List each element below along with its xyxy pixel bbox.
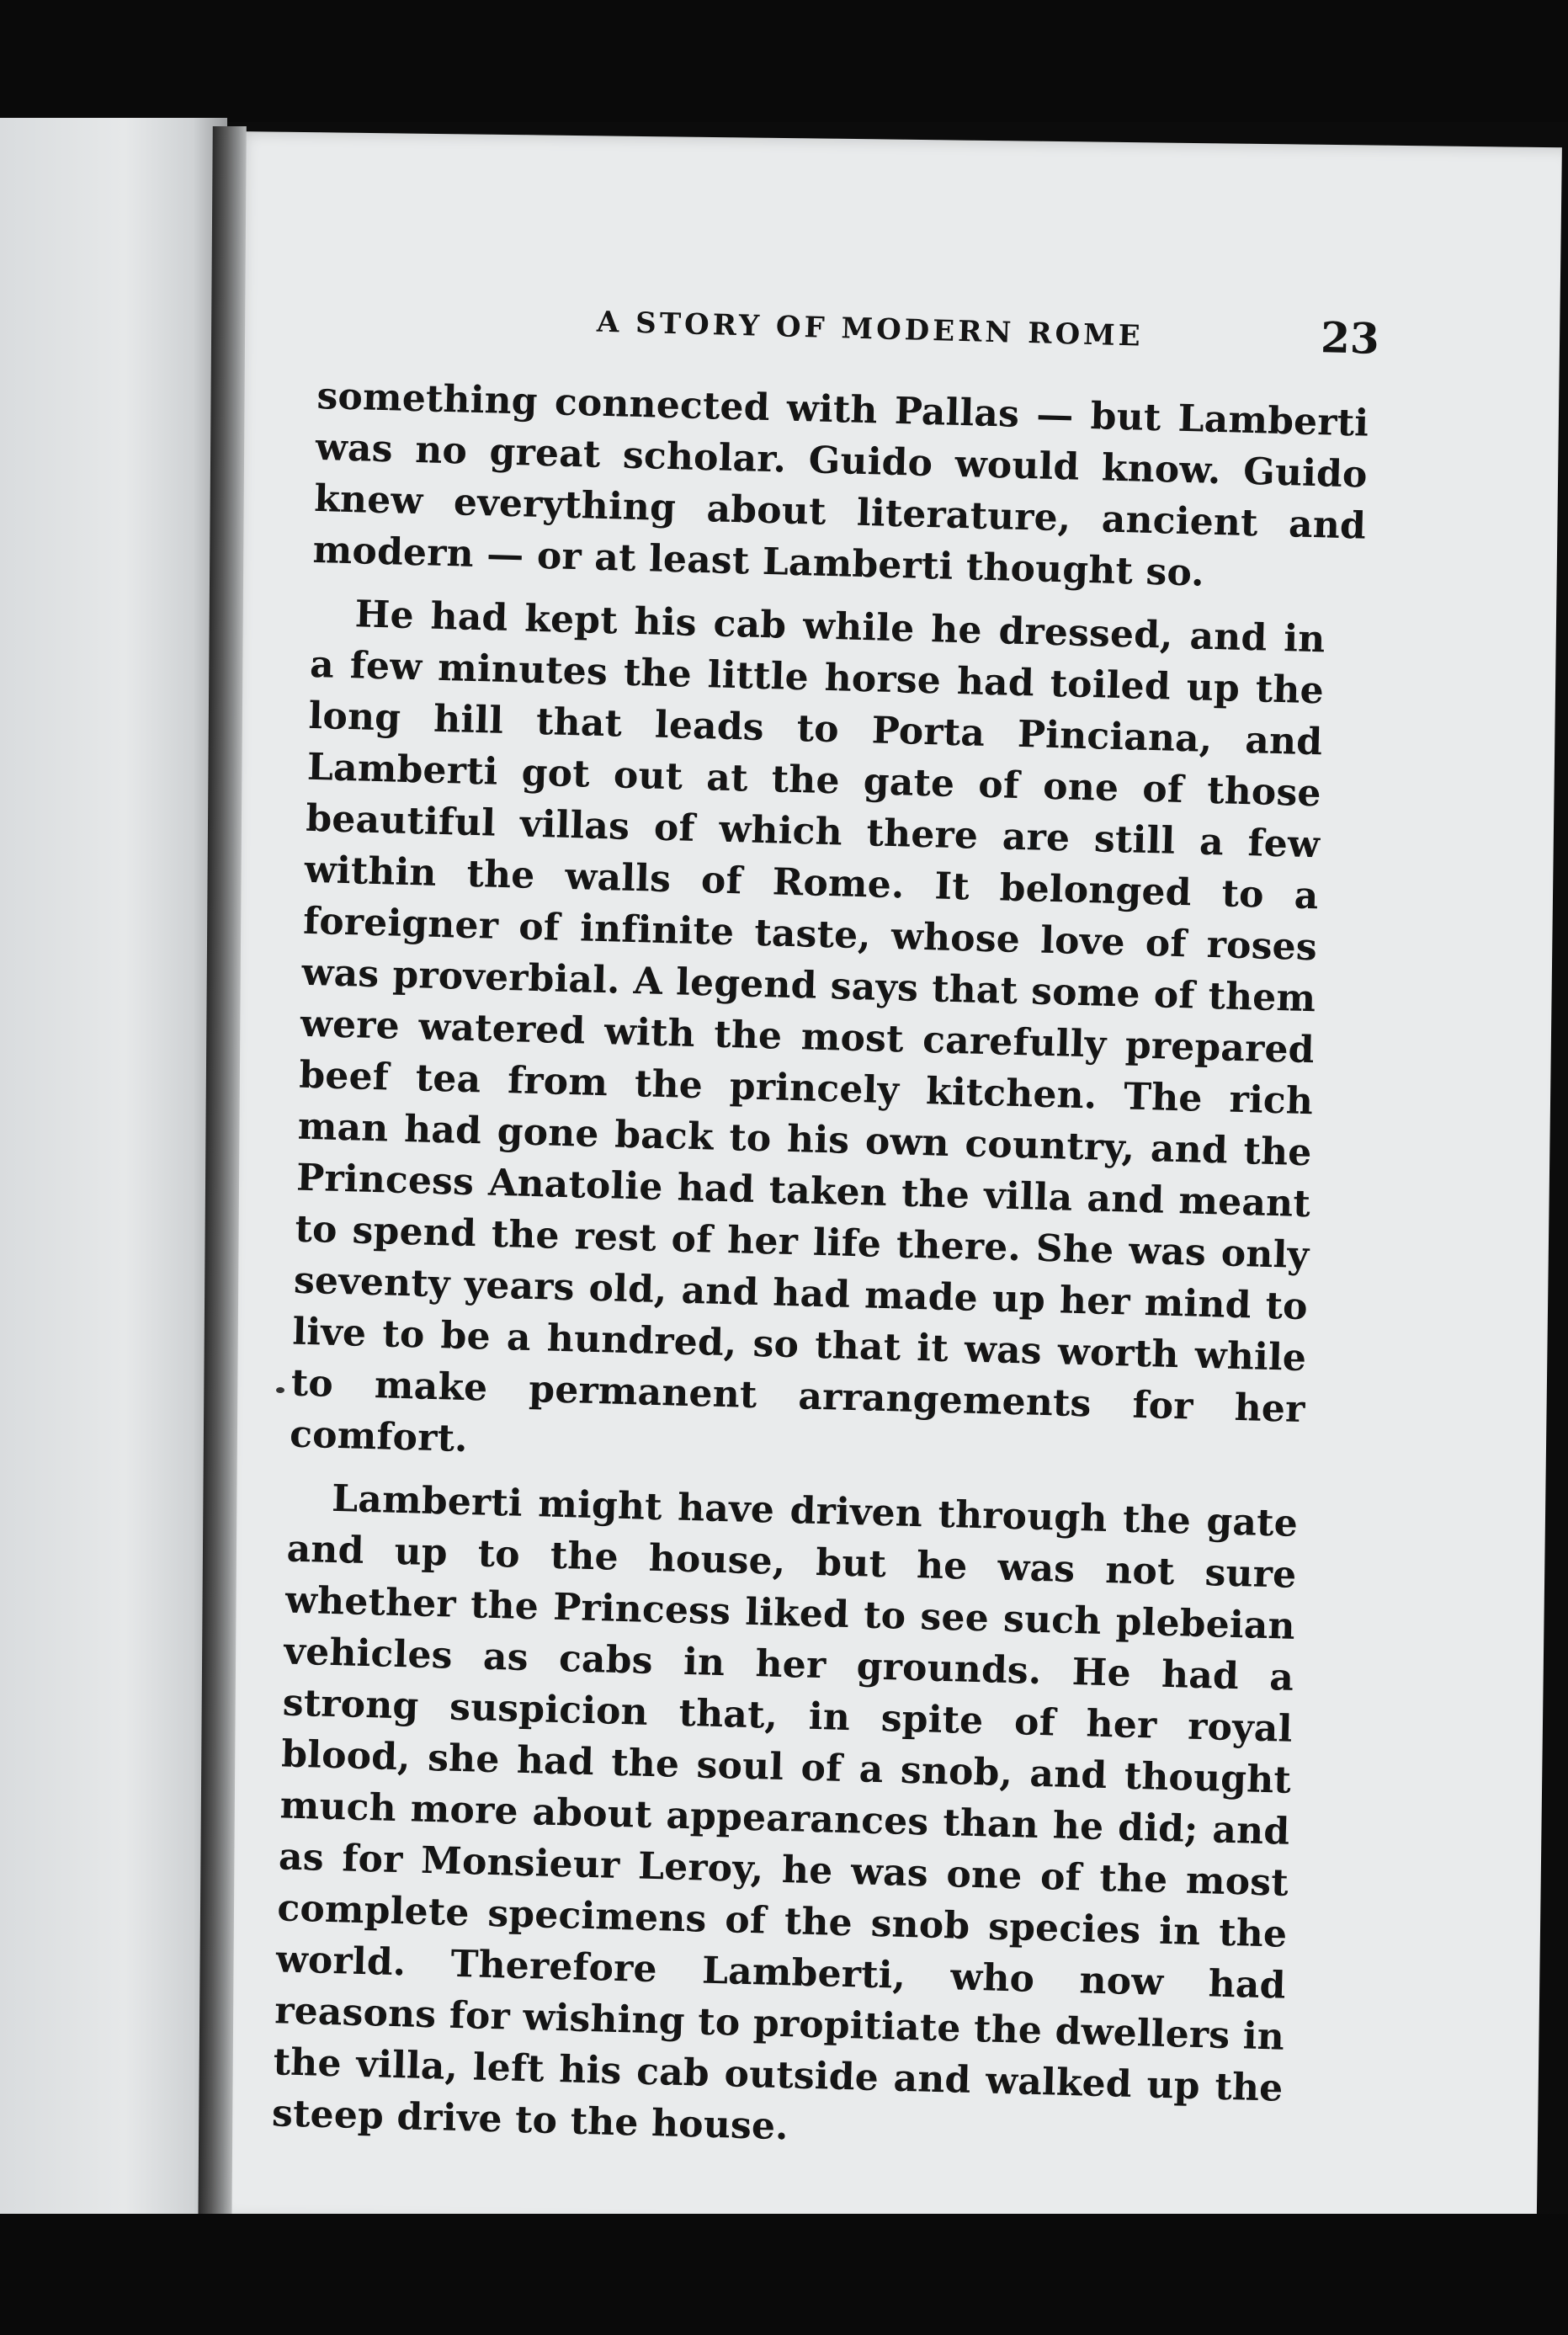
scan-border-bottom — [0, 2214, 1568, 2335]
page-number: 23 — [1320, 312, 1380, 364]
paragraph: He had kept his cab while he dressed, and in a few minutes the little horse had toiled up the long hill that leads to Porta Pinciana, and Lamberti got out at the gate of one of those beautiful villas of which there are still a few within the walls of Rome. It belonged to a foreigner of infinite taste, whose love of roses was proverbial. A legend says that some of them were watered with the most carefully prepared beef tea from the princely kitchen. The rich man had gone back to his own country, and the Princess Anatolie had taken the villa and meant to spend the rest of her life there. She was only seventy years old, and had made up her mind to live to be a hundred, so that it was worth while to make permanent arrangements for her comfort. — [289, 593, 1326, 1461]
page-text — [271, 286, 1380, 2178]
ink-speck — [276, 1387, 284, 1393]
paragraph: Lamberti might have driven through the gate and up to the house, but he was not sure whether the Princess liked to see such plebeian vehicles as cabs in her grounds. He had a strong suspicion that, in spite of her royal blood, she had the soul of a snob, and thought much more about appearances than he did; and as for Monsieur Leroy, he was one of the most complete specimens of the snob species in the world. Therefore Lamberti, who now had reasons for wishing to propitiate the dwellers in the villa, left his cab outside and walked up the steep drive to the house. — [271, 1476, 1299, 2149]
left-page-edge — [0, 118, 227, 2247]
scan-border-top — [0, 0, 1568, 122]
paragraph: something connected with Pallas — but Lamberti was no great scholar. Guido would know. Guido knew everything about literature, ancient and modern — or at least Lamberti thought so. — [312, 374, 1369, 595]
running-head-title: A STORY OF MODERN ROME — [596, 305, 1145, 354]
